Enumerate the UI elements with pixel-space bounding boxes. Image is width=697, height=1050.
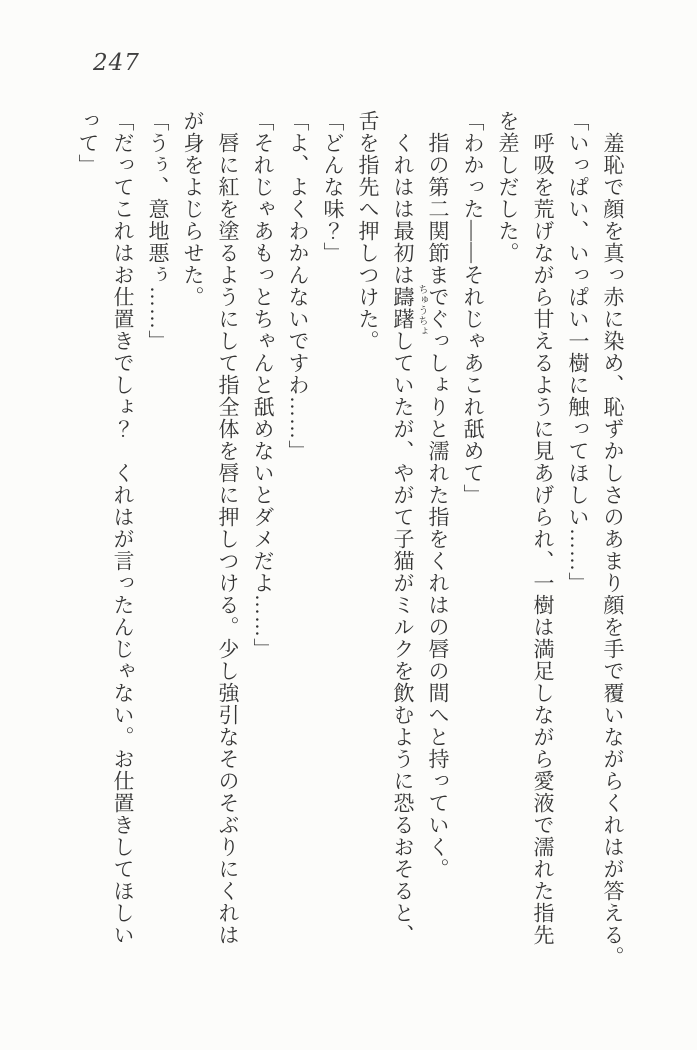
furigana: ちゅうちょ xyxy=(416,284,427,337)
text-block xyxy=(70,110,630,976)
text-line: 「だってこれはお仕置きでしょ？ くれはが言ったんじゃない。お仕置きしてほしい xyxy=(111,110,135,946)
text-line: 「それじゃあもっとちゃんと舐めないとダメだよ……」 xyxy=(251,110,275,660)
text-line: 「わかった――それじゃあこれ舐めて」 xyxy=(461,110,485,506)
text-line: 「どんな味？」 xyxy=(321,110,345,264)
text-line: 唇に紅を塗るようにして指全体を唇に押しつける。少し強引なそのそぶりにくれは xyxy=(216,110,240,946)
ruby-base: 躊躇 ちゅうちょ xyxy=(391,284,427,337)
text-line: が身をよじらせた。 xyxy=(181,110,205,308)
text-line: 舌を指先へ押しつけた。 xyxy=(356,110,380,352)
page-number: 247 xyxy=(93,50,140,76)
text-segment: くれはは最初は xyxy=(391,110,415,286)
text-line: 羞恥で顔を真っ赤に染め、恥ずかしさのあまり顔を手で覆いながらくれはが答える。 xyxy=(601,110,625,968)
text-line: 呼吸を荒げながら甘えるように見あげられ、一樹は満足しながら愛液で濡れた指先 xyxy=(531,110,555,946)
text-line: って」 xyxy=(76,110,100,176)
text-line: 「うぅ、意地悪ぅ……」 xyxy=(146,110,170,352)
text-line: 「いっぱい、いっぱい一樹に触ってほしい……」 xyxy=(566,110,590,594)
text-line: 指の第二関節までぐっしょりと濡れた指をくれはの唇の間へと持っていく。 xyxy=(426,110,450,880)
text-line xyxy=(385,110,427,976)
text-line: 「よ、よくわかんないですわ……」 xyxy=(286,110,310,462)
text-segment: していたが、やがて子猫がミルクを飲むように恐るおそると、 xyxy=(391,330,415,946)
text-line: を差しだした。 xyxy=(496,110,520,264)
